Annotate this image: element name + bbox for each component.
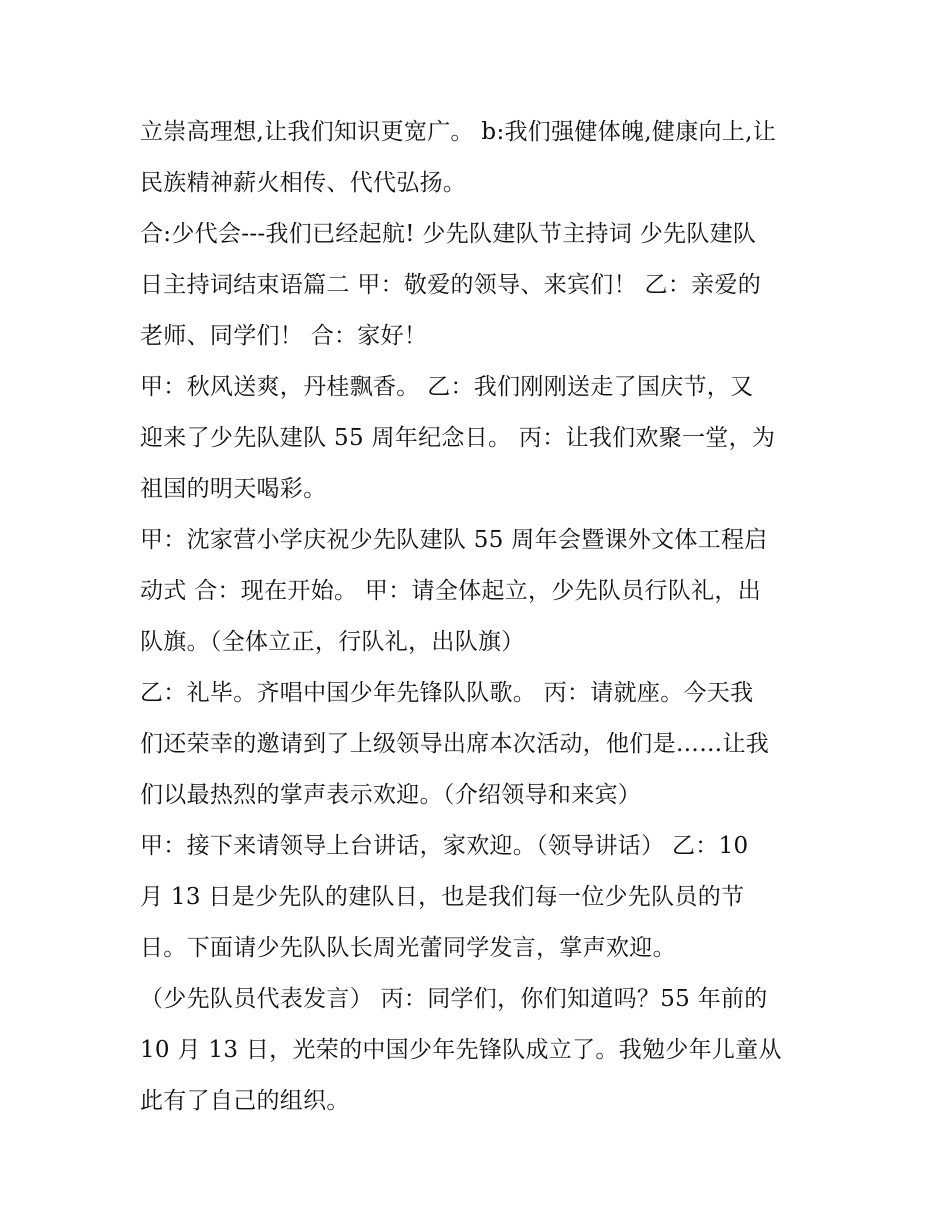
text-line: 老师、同学们！ 合：家好！ bbox=[140, 323, 428, 349]
document-body bbox=[140, 107, 810, 1127]
text-line: 队旗。（全体立正，行队礼，出队旗） bbox=[140, 629, 525, 655]
text-line: 甲：接下来请领导上台讲话，家欢迎。（领导讲话） 乙：10 bbox=[140, 833, 749, 859]
text-line: 合:少代会---我们已经起航! 少先队建队节主持词 少先队建队 bbox=[140, 221, 757, 247]
text-line: （少先队员代表发言） 丙：同学们，你们知道吗？55 年前的 bbox=[140, 986, 768, 1012]
text-line: 迎来了少先队建队 55 周年纪念日。 丙：让我们欢聚一堂，为 bbox=[140, 425, 776, 451]
text-line: 甲：沈家营小学庆祝少先队建队 55 周年会暨课外文体工程启 bbox=[140, 527, 768, 553]
text-line: 们还荣幸的邀请到了上级领导出席本次活动，他们是……让我 bbox=[140, 731, 770, 757]
text-line: 们以最热烈的掌声表示欢迎。（介绍领导和来宾） bbox=[140, 782, 642, 808]
text-line: 动式 合：现在开始。 甲：请全体起立，少先队员行队礼，出 bbox=[140, 578, 762, 604]
text-line: 民族精神薪火相传、代代弘扬。 bbox=[140, 170, 467, 196]
text-line: 祖国的明天喝彩。 bbox=[140, 476, 327, 502]
text-line: 立崇高理想,让我们知识更宽广。 b:我们强健体魄,健康向上,让 bbox=[140, 119, 777, 145]
text-line: 日主持词结束语篇二 甲：敬爱的领导、来宾们！ 乙：亲爱的 bbox=[140, 272, 762, 298]
text-line: 10 月 13 日，光荣的中国少年先锋队成立了。我勉少年儿童从 bbox=[140, 1037, 782, 1063]
text-line: 日。下面请少先队队长周光蕾同学发言，掌声欢迎。 bbox=[140, 935, 676, 961]
text-line: 月 13 日是少先队的建队日，也是我们每一位少先队员的节 bbox=[140, 884, 745, 910]
text-line: 乙：礼毕。齐唱中国少年先锋队队歌。 丙：请就座。今天我 bbox=[140, 680, 754, 706]
text-line: 甲：秋风送爽，丹桂飘香。 乙：我们刚刚送走了国庆节，又 bbox=[140, 374, 754, 400]
text-line: 此有了自己的组织。 bbox=[140, 1088, 350, 1114]
